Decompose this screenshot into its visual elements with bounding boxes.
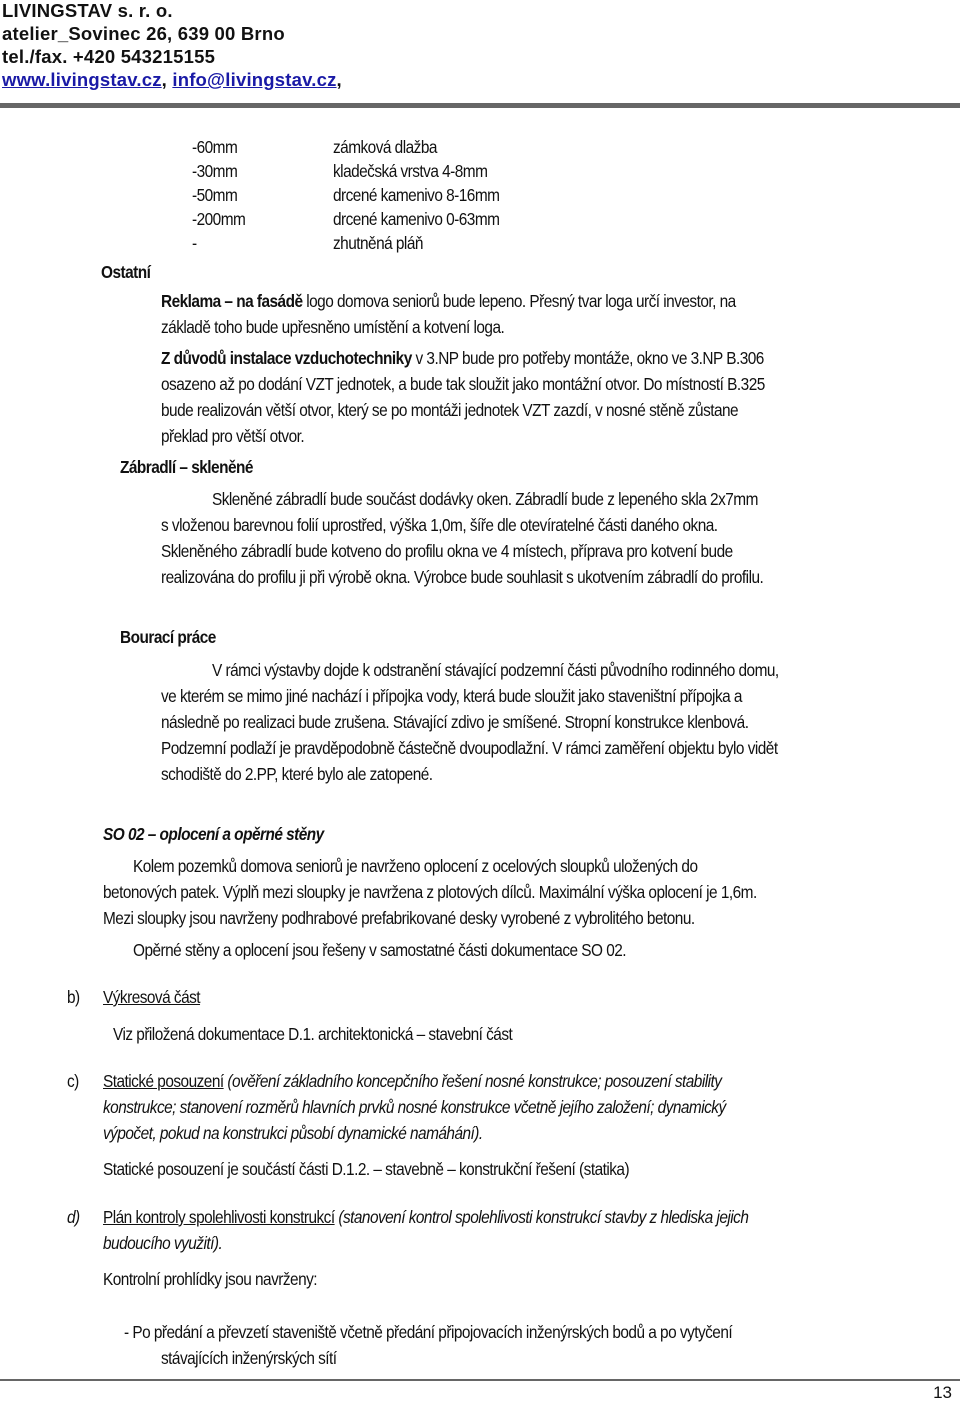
list-item-continuation: stávajících inženýrských sítí: [161, 1348, 337, 1368]
bouraci-line: V rámci výstavby dojde k odstranění stávající podzemní části původního rodinného domu,: [212, 660, 779, 680]
vzt-text: v 3.NP bude pro potřeby montáže, okno ve 3.NP B.306: [411, 348, 764, 368]
website-link[interactable]: www.livingstav.cz: [2, 69, 162, 90]
email-link[interactable]: info@livingstav.cz: [172, 69, 337, 90]
vzt-heading: Z důvodů instalace vzduchotechniky: [161, 348, 412, 368]
layer-depth: -200mm: [192, 209, 246, 229]
section-d-marker: d): [67, 1207, 80, 1227]
layer-depth: -60mm: [192, 137, 238, 157]
section-d-paren-line: budoucího využití).: [103, 1233, 223, 1253]
header-divider: [0, 103, 960, 108]
vzt-line: osazeno až po dodání VZT jednotek, a bude tak sloužit jako montážní otvor. Do místností B.325: [161, 374, 765, 394]
section-d-title: Plán kontroly spolehlivosti konstrukcí: [103, 1207, 335, 1227]
zabradli-heading: Zábradlí – skleněné: [120, 457, 253, 477]
section-c-line: [103, 1071, 721, 1092]
layer-material: zámková dlažba: [333, 137, 437, 157]
zabradli-line: Skleněné zábradlí bude součást dodávky oken. Zábradlí bude z lepeného skla 2x7mm: [212, 489, 758, 509]
section-c-paren: (ověření základního koncepčního řešení nosné konstrukce; posouzení stability: [223, 1071, 722, 1091]
so02-line: Kolem pozemků domova seniorů je navrženo oplocení z ocelových sloupků uložených do: [133, 856, 698, 876]
layer-depth: -50mm: [192, 185, 238, 205]
zabradli-line: Skleněného zábradlí bude kotveno do profilu okna ve 4 místech, příprava pro kotvení bude: [161, 541, 733, 561]
bouraci-line: schodiště do 2.PP, které bylo ale zatopené.: [161, 764, 433, 784]
reklama-paragraph: [161, 291, 736, 312]
contact-trail: ,: [336, 69, 342, 90]
section-b-marker: b): [67, 987, 80, 1007]
vzt-paragraph: [161, 348, 764, 369]
reklama-heading: Reklama – na fasádě: [161, 291, 303, 311]
section-c-text: Statické posouzení je součástí části D.1.2. – stavebně – konstrukční řešení (statika): [103, 1159, 630, 1179]
layer-depth: -30mm: [192, 161, 238, 181]
layer-depth: -: [192, 233, 197, 253]
page-number: 13: [933, 1383, 952, 1402]
section-d-line: [103, 1207, 748, 1228]
section-d-paren: (stanovení kontrol spolehlivosti konstrukcí stavby z hlediska jejich: [334, 1207, 749, 1227]
so02-line: Mezi sloupky jsou navrženy podhrabové prefabrikované desky vyrobené z vybrolitého betonu.: [103, 908, 695, 928]
so02-line: betonových patek. Výplň mezi sloupky je navržena z plotových dílců. Maximální výška oplocení je 1,6m.: [103, 882, 757, 902]
layer-material: drcené kamenivo 0-63mm: [333, 209, 500, 229]
zabradli-line: realizována do profilu ji při výrobě okna. Výrobce bude souhlasit s ukotvením zábradlí do profilu.: [161, 567, 764, 587]
section-c-title: Statické posouzení: [103, 1071, 224, 1091]
so02-title: SO 02 – oplocení a opěrné stěny: [103, 824, 324, 844]
vzt-line: bude realizován větší otvor, který se po montáži jednotek VZT zazdí, v nosné stěně zůstane: [161, 400, 739, 420]
layer-material: drcené kamenivo 8-16mm: [333, 185, 500, 205]
footer-divider: [0, 1379, 960, 1381]
section-b-text: Viz přiložená dokumentace D.1. architektonická – stavební část: [113, 1024, 513, 1044]
company-name: LIVINGSTAV s. r. o.: [2, 0, 173, 21]
contact-separator: ,: [161, 69, 173, 90]
layer-material: zhutněná pláň: [333, 233, 423, 253]
section-label-ostatni: Ostatní: [101, 262, 151, 282]
zabradli-line: s vloženou barevnou folií uprostřed, výška 1,0m, šíře dle otevíratelné části daného okna.: [161, 515, 718, 535]
section-c-marker: c): [67, 1071, 79, 1091]
section-c-paren-line: konstrukce; stanovení rozměrů hlavních prvků nosné konstrukce včetně jejího založení; dynamický: [103, 1097, 726, 1117]
reklama-text: logo domova seniorů bude lepeno. Přesný tvar loga určí investor, na: [302, 291, 736, 311]
company-address: atelier_Sovinec 26, 639 00 Brno: [2, 23, 285, 44]
so02-line: Opěrné stěny a oplocení jsou řešeny v samostatné části dokumentace SO 02.: [133, 940, 627, 960]
vzt-line: překlad pro větší otvor.: [161, 426, 305, 446]
company-contact: [2, 69, 342, 91]
section-c-paren-line: výpočet, pokud na konstrukci působí dynamické namáhání).: [103, 1123, 483, 1143]
layer-material: kladečská vrstva 4-8mm: [333, 161, 488, 181]
list-item: - Po předání a převzetí staveniště včetně předání připojovacích inženýrských bodů a po vytyčení: [124, 1322, 733, 1342]
reklama-line: základě toho bude upřesněno umístění a kotvení loga.: [161, 317, 505, 337]
company-phone: tel./fax. +420 543215155: [2, 46, 216, 67]
bouraci-line: následně po realizaci bude zrušena. Stávající zdivo je smíšené. Stropní konstrukce klenbová.: [161, 712, 749, 732]
bouraci-line: ve kterém se mimo jiné nachází i přípojka vody, která bude sloužit jako staveništní přípojka a: [161, 686, 742, 706]
section-d-text: Kontrolní prohlídky jsou navrženy:: [103, 1269, 318, 1289]
bouraci-title: Bourací práce: [120, 627, 216, 647]
bouraci-line: Podzemní podlaží je pravděpodobně částečně dvoupodlažní. V rámci zaměření objektu bylo vidět: [161, 738, 778, 758]
section-b-title: Výkresová část: [103, 987, 201, 1007]
